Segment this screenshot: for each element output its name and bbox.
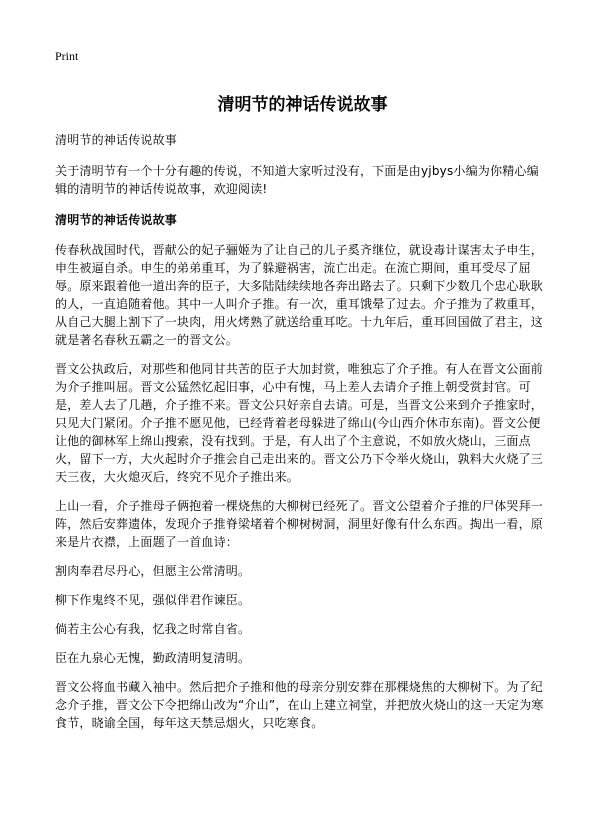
poem-line-3: 倘若主公心有我，忆我之时常自省。 <box>55 622 251 636</box>
poem-line-2: 柳下作鬼终不见，强似伴君作谏臣。 <box>55 593 251 607</box>
story-paragraph-3: 上山一看，介子推母子俩抱着一棵烧焦的大柳树已经死了。晋文公望着介子推的尸体哭拜一阵，然后安葬遗体，发现介子推脊梁堵着个柳树树洞，洞里好像有什么东西。掏出一看，原来是片衣襟，上面题了一首血诗： <box>55 499 544 549</box>
story-paragraph-2: 晋文公执政后，对那些和他同甘共苦的臣子大加封赏，唯独忘了介子推。有人在晋文公面前为介子推叫屈。晋文公猛然忆起旧事，心中有愧，马上差人去请介子推上朝受赏封官。可是，差人去了几趟，介子推不来。晋文公只好亲自去请。可是，当晋文公来到介子推家时，只见大门紧闭。介子推不愿见他，已经背着老母躲进了绵山(今山西介休市东南)。晋文公便让他的御林军上绵山搜索，没有找到。于是，有人出了个主意说，不如放火烧山，三面点火，留下一方，大火起时介子推会自己走出来的。晋文公乃下令举火烧山，孰料大火烧了三天三夜，大火熄灭后，终究不见介子推出来。 <box>55 362 544 484</box>
intro-paragraph: 关于清明节有一个十分有趣的传说，不知道大家听过没有，下面是由yjbys小编为你精心编辑的清明节的神话传说故事，欢迎阅读! <box>55 164 539 196</box>
poem-line-1: 割肉奉君尽丹心，但愿主公常清明。 <box>55 564 251 578</box>
page-title: 清明节的神话传说故事 <box>217 95 388 115</box>
poem-line-4: 臣在九泉心无愧，勤政清明复清明。 <box>55 651 251 665</box>
section-heading: 清明节的神话传说故事 <box>55 213 178 227</box>
closing-paragraph: 晋文公将血书藏入袖中。然后把介子推和他的母亲分别安葬在那棵烧焦的大柳树下。为了纪念介子推，晋文公下令把绵山改为“介山”，在山上建立祠堂，并把放火烧山的这一天定为寒食节，晓谕全国，每年这天禁忌烟火，只吃寒食。 <box>55 680 544 730</box>
print-link[interactable]: Print <box>55 49 79 63</box>
subtitle: 清明节的神话传说故事 <box>55 133 178 147</box>
story-paragraph-1: 传春秋战国时代，晋献公的妃子骊姬为了让自己的儿子奚齐继位，就设毒计谋害太子申生，申生被逼自杀。申生的弟弟重耳，为了躲避祸害，流亡出走。在流亡期间，重耳受尽了屈辱。原来跟着他一道出奔的臣子，大多陆陆续续地各奔出路去了。只剩下少数几个忠心耿耿的人，一直追随着他。其中一人叫介子推。有一次，重耳饿晕了过去。介子推为了救重耳，从自己大腿上割下了一块肉，用火烤熟了就送给重耳吃。十九年后，重耳回国做了君主，这就是著名春秋五霸之一的晋文公。 <box>55 243 544 347</box>
